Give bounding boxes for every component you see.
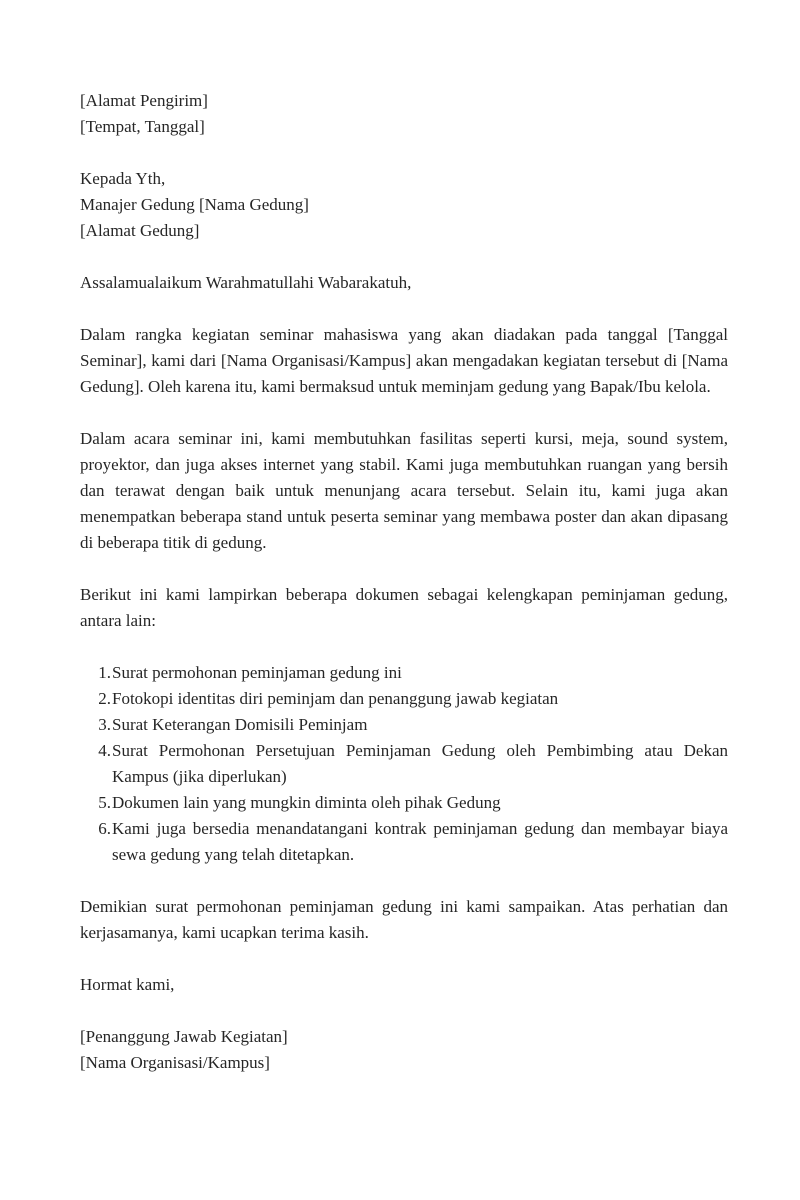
list-item <box>80 816 728 868</box>
recipient-address: [Alamat Gedung] <box>80 221 200 240</box>
greeting: Assalamualaikum Warahmatullahi Wabarakatuh, <box>80 273 412 292</box>
list-item-number: 3. <box>98 715 111 734</box>
sign-off: Hormat kami, <box>80 975 175 994</box>
spacer <box>80 946 728 972</box>
sender-place-date: [Tempat, Tanggal] <box>80 117 205 136</box>
spacer <box>80 400 728 426</box>
spacer <box>80 296 728 322</box>
paragraph-attachments: Berikut ini kami lampirkan beberapa dokumen sebagai kelengkapan peminjaman gedung, antara lain: <box>80 585 728 630</box>
list-item <box>80 712 728 738</box>
list-item <box>80 790 728 816</box>
spacer <box>80 634 728 660</box>
paragraph-closing: Demikian surat permohonan peminjaman gedung ini kami sampaikan. Atas perhatian dan kerjasamanya, kami ucapkan terima kasih. <box>80 897 728 942</box>
recipient-block <box>80 166 728 244</box>
list-item-number: 4. <box>98 741 111 760</box>
list-item-number: 5. <box>98 793 111 812</box>
list-item-text: Dokumen lain yang mungkin diminta oleh pihak Gedung <box>112 793 501 812</box>
signatory-organization: [Nama Organisasi/Kampus] <box>80 1053 270 1072</box>
list-item-text: Surat Keterangan Domisili Peminjam <box>112 715 368 734</box>
paragraph-facilities: Dalam acara seminar ini, kami membutuhkan fasilitas seperti kursi, meja, sound system, proyektor, dan juga akses internet yang stabil. Kami juga membutuhkan ruangan yang bersih dan terawat dengan baik untuk menunjang acara tersebut. Selain itu, kami juga akan menempatkan beberapa stand untuk peserta seminar yang membawa poster dan akan dipasang di beberapa titik di gedung. <box>80 429 728 552</box>
spacer <box>80 556 728 582</box>
sender-block <box>80 88 728 140</box>
document-list <box>80 660 728 868</box>
list-item-text: Surat permohonan peminjaman gedung ini <box>112 663 402 682</box>
recipient-name: Manajer Gedung [Nama Gedung] <box>80 195 309 214</box>
list-item-number: 2. <box>98 689 111 708</box>
spacer <box>80 244 728 270</box>
list-item <box>80 686 728 712</box>
list-item <box>80 660 728 686</box>
list-item-text: Surat Permohonan Persetujuan Peminjaman Gedung oleh Pembimbing atau Dekan Kampus (jika diperlukan) <box>112 741 728 786</box>
list-item-number: 6. <box>98 819 111 838</box>
spacer <box>80 868 728 894</box>
list-item-text: Kami juga bersedia menandatangani kontrak peminjaman gedung dan membayar biaya sewa gedung yang telah ditetapkan. <box>112 819 728 864</box>
spacer <box>80 140 728 166</box>
list-item-text: Fotokopi identitas diri peminjam dan penanggung jawab kegiatan <box>112 689 559 708</box>
signature-block <box>80 1024 728 1076</box>
sender-address: [Alamat Pengirim] <box>80 91 208 110</box>
recipient-salutation: Kepada Yth, <box>80 169 166 188</box>
spacer <box>80 998 728 1024</box>
list-item-number: 1. <box>98 663 111 682</box>
paragraph-intro: Dalam rangka kegiatan seminar mahasiswa yang akan diadakan pada tanggal [Tanggal Seminar], kami dari [Nama Organisasi/Kampus] akan mengadakan kegiatan tersebut di [Nama Gedung]. Oleh karena itu, kami bermaksud untuk meminjam gedung yang Bapak/Ibu kelola. <box>80 325 728 396</box>
signatory-role: [Penanggung Jawab Kegiatan] <box>80 1027 288 1046</box>
list-item <box>80 738 728 790</box>
